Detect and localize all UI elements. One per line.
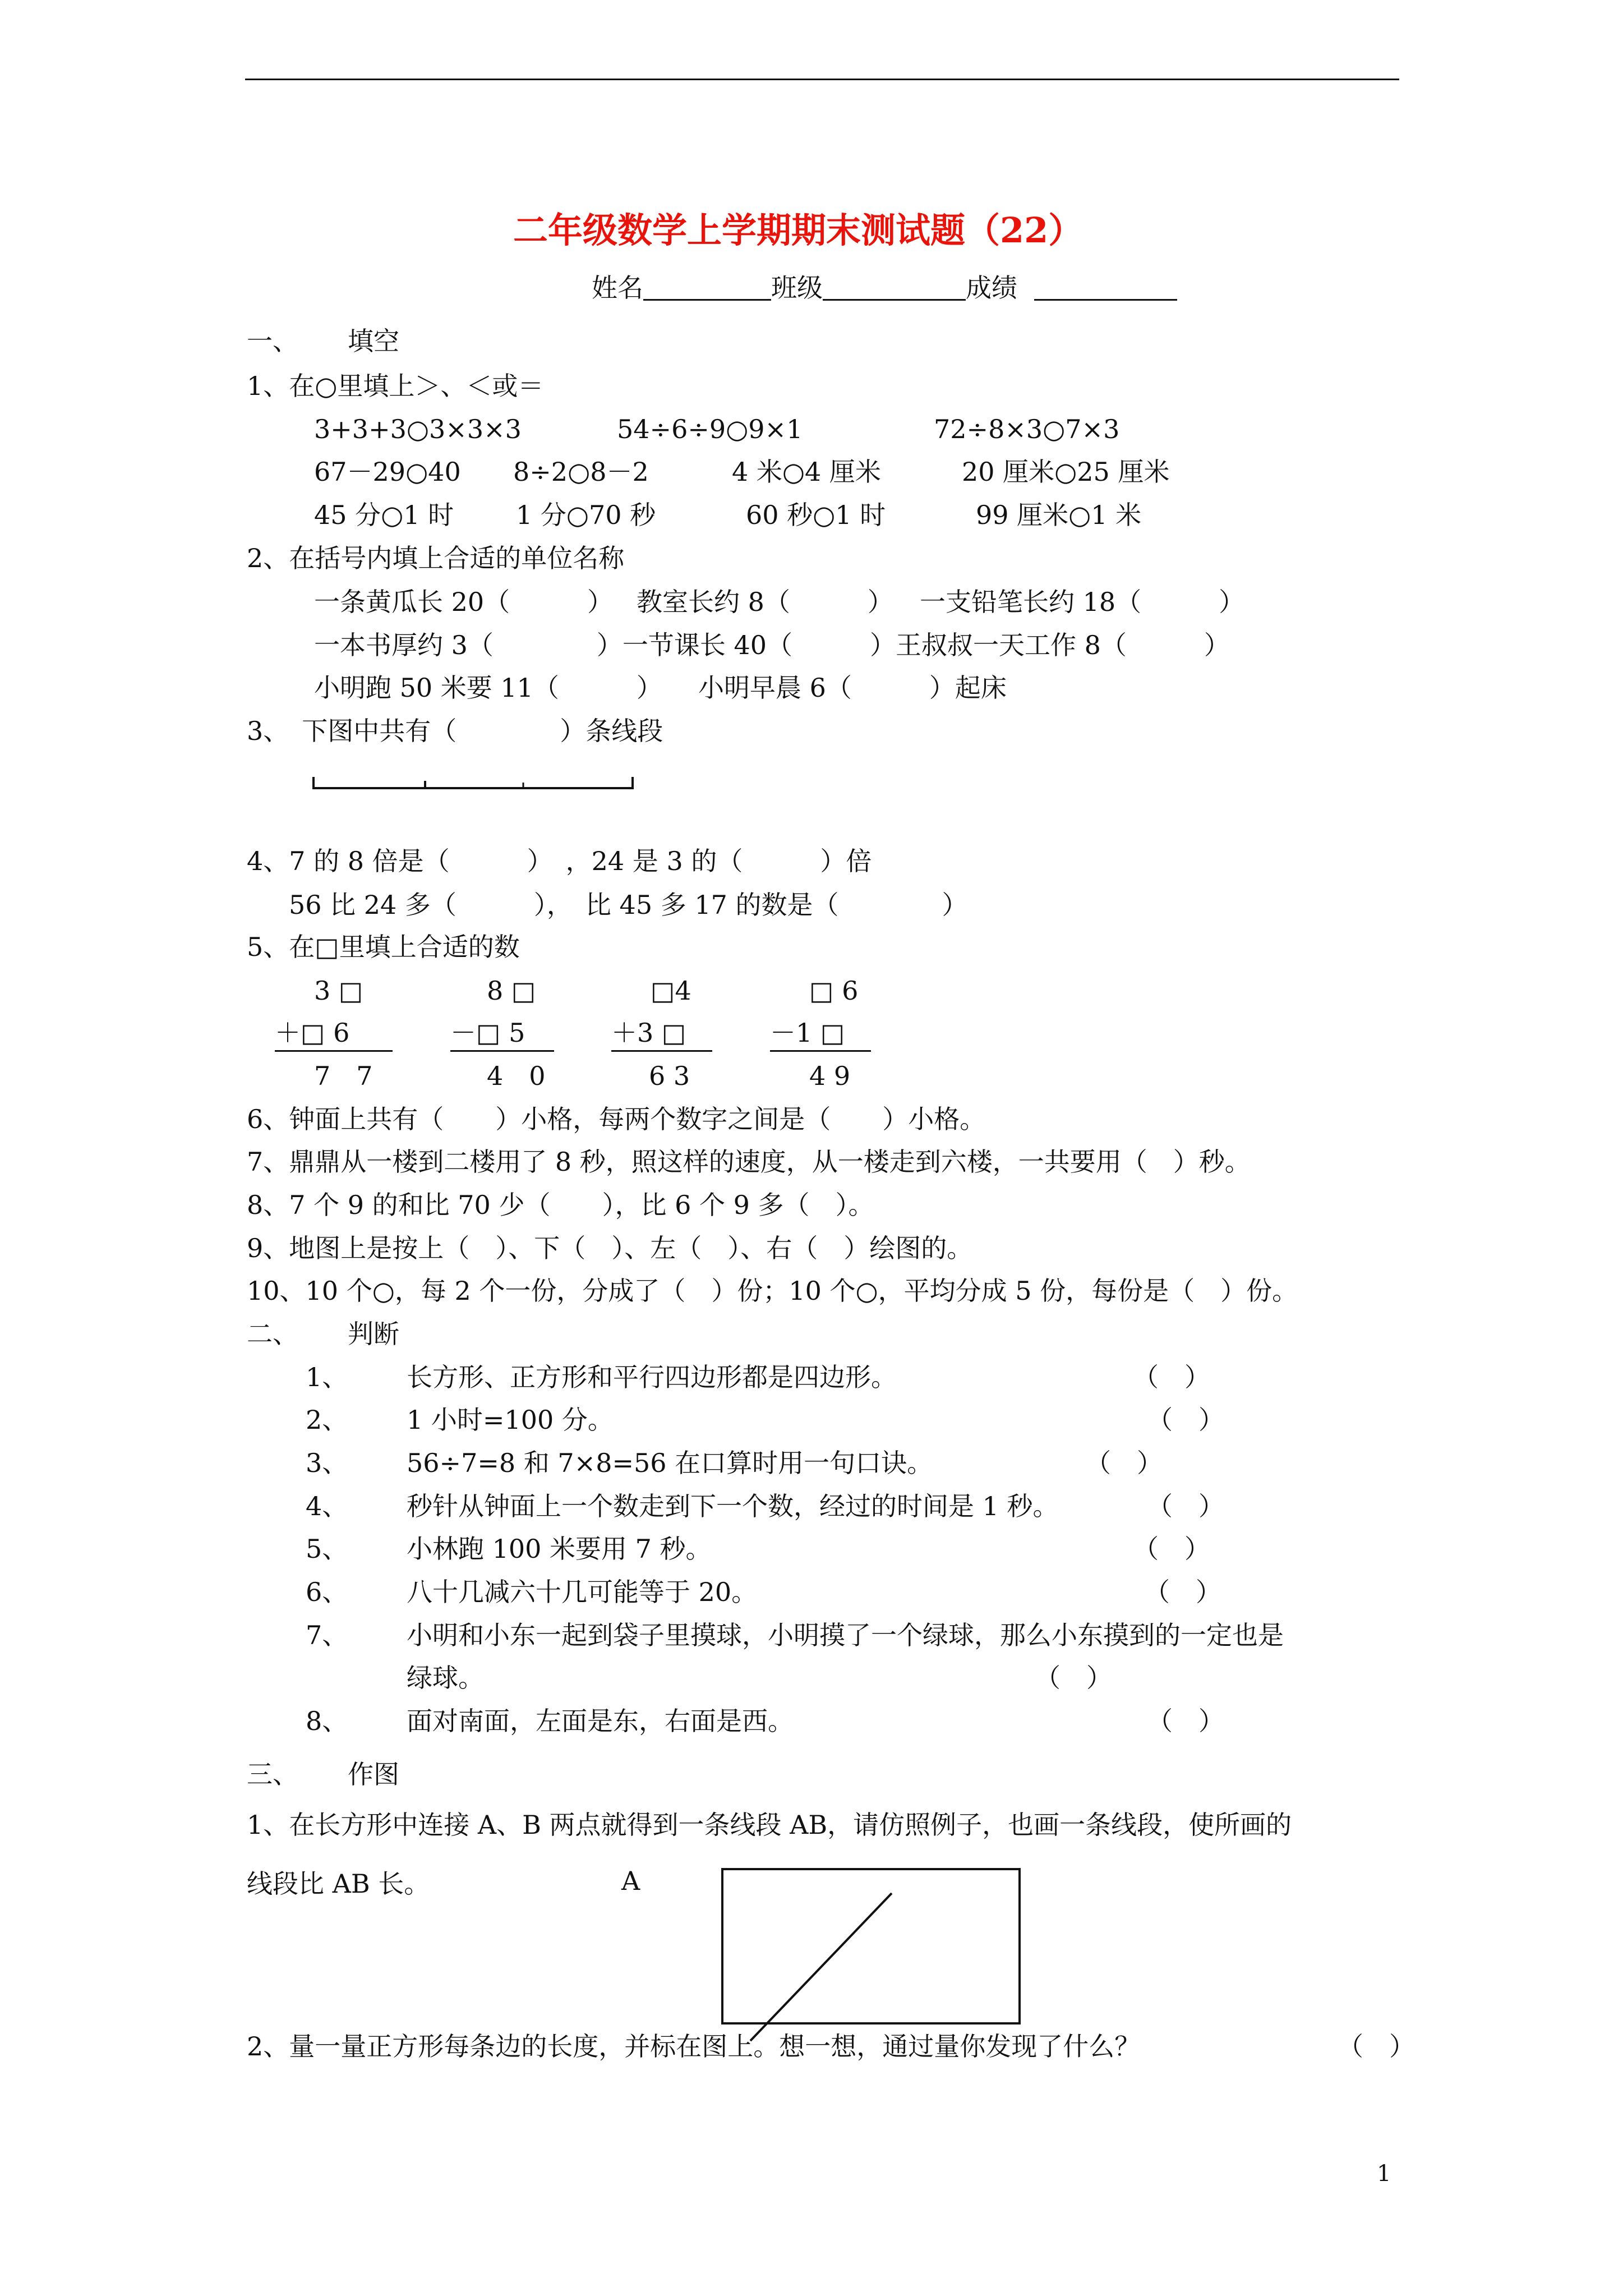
q5-result: 7 7 xyxy=(314,1061,373,1091)
section-1-number: 一、 xyxy=(247,326,298,356)
draw-q2-text: 2、量一量正方形每条边的长度，并标在图上。想一想，通过量你发现了什么？ xyxy=(247,2031,1141,2062)
q5-mid: ＋□ 6 xyxy=(275,1018,350,1048)
section-3-title: 作图 xyxy=(348,1759,399,1789)
q5-mid: －1 □ xyxy=(770,1018,845,1048)
judge-text: 小明和小东一起到袋子里摸球，小明摸了一个绿球，那么小东摸到的一定也是 xyxy=(407,1620,1284,1650)
q6-text: 6、钟面上共有（ ）小格，每两个数字之间是（ ）小格。 xyxy=(247,1104,986,1134)
class-blank[interactable] xyxy=(823,277,966,301)
q5-result: 6 3 xyxy=(649,1061,690,1091)
judge-answer: （ ） xyxy=(1133,1534,1210,1564)
judge-answer: （ ） xyxy=(1144,1577,1221,1607)
q4-line1: 4、7 的 8 倍是（ ） ，24 是 3 的（ ）倍 xyxy=(247,846,872,876)
q1-item: 20 厘米○25 厘米 xyxy=(962,457,1170,487)
q5-top: 8 □ xyxy=(487,976,536,1006)
student-info-line xyxy=(592,275,1177,301)
q5-top: □4 xyxy=(651,976,691,1006)
q2-item: 小明早晨 6（ ）起床 xyxy=(698,673,1007,703)
q1-item: 72÷8×3○7×3 xyxy=(934,414,1120,444)
q5-mid: －□ 5 xyxy=(450,1018,525,1048)
class-label: 班级 xyxy=(771,273,823,303)
q5-text: 5、在□里填上合适的数 xyxy=(247,932,520,962)
judge-text: 面对南面，左面是东，右面是西。 xyxy=(407,1706,794,1736)
judge-text: 1 小时=100 分。 xyxy=(407,1405,614,1435)
q2-item: 一支铅笔长约 18（ ） xyxy=(920,587,1245,617)
score-label: 成绩 xyxy=(966,273,1017,303)
q2-item: 一本书厚约 3（ ）一节课长 40（ ）王叔叔一天工作 8（ ） xyxy=(314,630,1230,660)
judge-answer: （ ） xyxy=(1133,1362,1210,1392)
q2-text: 2、在括号内填上合适的单位名称 xyxy=(247,543,625,573)
judge-answer: （ ） xyxy=(1035,1663,1112,1693)
judge-number: 3、 xyxy=(306,1448,348,1478)
judge-number: 6、 xyxy=(306,1577,348,1607)
judge-number: 1、 xyxy=(306,1362,348,1392)
q8-text: 8、7 个 9 的和比 70 少（ ），比 6 个 9 多（ ）。 xyxy=(247,1190,874,1220)
q4-line2: 56 比 24 多（ ）， 比 45 多 17 的数是（ ） xyxy=(289,890,968,920)
judge-answer: （ ） xyxy=(1147,1491,1224,1521)
q2-item: 小明跑 50 米要 11（ ） xyxy=(314,673,662,703)
q5-result: 4 0 xyxy=(487,1061,546,1091)
section-2-number: 二、 xyxy=(247,1319,298,1349)
q1-item: 1 分○70 秒 xyxy=(516,500,656,530)
q1-item: 3+3+3○3×3×3 xyxy=(314,414,522,444)
judge-text: 长方形、正方形和平行四边形都是四边形。 xyxy=(407,1362,897,1392)
q5-underline xyxy=(770,1050,871,1052)
q3-text: 3、 下图中共有（ ）条线段 xyxy=(247,716,663,746)
q5-top: □ 6 xyxy=(809,976,859,1006)
page-title: 二年级数学上学期期末测试题（22） xyxy=(513,210,1083,251)
point-a-label: A xyxy=(621,1866,640,1896)
name-blank[interactable] xyxy=(643,277,771,301)
q1-item: 99 厘米○1 米 xyxy=(976,500,1142,530)
section-2-title: 判断 xyxy=(348,1319,399,1349)
judge-number: 7、 xyxy=(306,1620,348,1650)
q1-item: 45 分○1 时 xyxy=(314,500,454,530)
section-1-title: 填空 xyxy=(348,326,399,356)
q2-item: 教室长约 8（ ） xyxy=(637,587,893,617)
judge-number: 4、 xyxy=(306,1491,348,1521)
segment-ab xyxy=(750,1893,892,2041)
page-number: 1 xyxy=(1377,2161,1391,2187)
judge-text: 八十几减六十几可能等于 20。 xyxy=(407,1577,758,1607)
q5-underline xyxy=(450,1050,554,1052)
judge-answer: （ ） xyxy=(1085,1448,1163,1478)
line-segment-figure xyxy=(311,769,637,797)
judge-text-cont: 绿球。 xyxy=(407,1663,484,1693)
score-blank[interactable] xyxy=(1034,277,1177,301)
judge-number: 8、 xyxy=(306,1706,348,1736)
q5-underline xyxy=(611,1050,712,1052)
q1-item: 8÷2○8－2 xyxy=(513,457,649,487)
q1-item: 67－29○40 xyxy=(314,457,461,487)
draw-q1-line1: 1、在长方形中连接 A、B 两点就得到一条线段 AB，请仿照例子，也画一条线段，使所画的 xyxy=(247,1810,1292,1840)
q5-underline xyxy=(275,1050,393,1052)
q10-text: 10、10 个○，每 2 个一份，分成了（ ）份；10 个○，平均分成 5 份，每份是（ ）份。 xyxy=(247,1276,1298,1306)
judge-number: 2、 xyxy=(306,1405,348,1435)
q7-text: 7、鼎鼎从一楼到二楼用了 8 秒，照这样的速度，从一楼走到六楼，一共要用（ ）秒。 xyxy=(247,1147,1251,1177)
draw-q2-answer: （ ） xyxy=(1338,2031,1415,2062)
q5-mid: ＋3 □ xyxy=(611,1018,686,1048)
rectangle xyxy=(722,1869,1020,2023)
q1-text: 1、在○里填上＞、＜或＝ xyxy=(247,371,544,401)
judge-answer: （ ） xyxy=(1147,1706,1224,1736)
name-label: 姓名 xyxy=(592,273,643,303)
section-3-number: 三、 xyxy=(247,1759,298,1789)
judge-text: 小林跑 100 米要用 7 秒。 xyxy=(407,1534,712,1564)
q9-text: 9、地图上是按上（ ）、下（ ）、左（ ）、右（ ）绘图的。 xyxy=(247,1233,973,1263)
q1-item: 54÷6÷9○9×1 xyxy=(617,414,803,444)
q1-item: 4 米○4 厘米 xyxy=(732,457,881,487)
judge-answer: （ ） xyxy=(1147,1405,1224,1435)
q1-item: 60 秒○1 时 xyxy=(746,500,886,530)
judge-text: 秒针从钟面上一个数走到下一个数，经过的时间是 1 秒。 xyxy=(407,1491,1059,1521)
header-rule xyxy=(245,79,1399,80)
q5-result: 4 9 xyxy=(809,1061,851,1091)
q2-item: 一条黄瓜长 20（ ） xyxy=(314,587,614,617)
judge-text: 56÷7=8 和 7×8=56 在口算时用一句口诀。 xyxy=(407,1448,933,1478)
judge-number: 5、 xyxy=(306,1534,348,1564)
q5-top: 3 □ xyxy=(314,976,363,1006)
draw-q1-line2: 线段比 AB 长。 xyxy=(247,1869,430,1899)
